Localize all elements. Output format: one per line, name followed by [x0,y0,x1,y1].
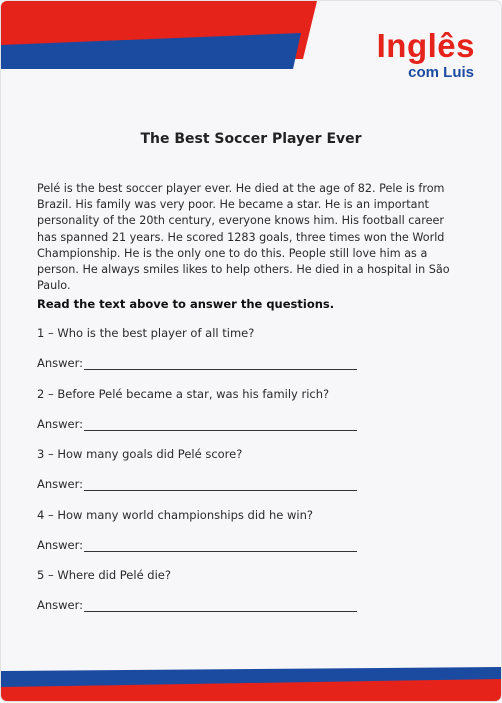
answer-label: Answer: [37,417,84,431]
answer-line[interactable] [84,358,357,370]
brand-logo [377,29,475,82]
answer-line[interactable] [84,540,357,552]
question-text: 3 – How many goals did Pelé score? [37,447,243,461]
question-block [37,326,477,370]
question-block [37,508,477,552]
question-text: 4 – How many world championships did he win? [37,508,314,522]
answer-line[interactable] [84,419,357,431]
question-text: 2 – Before Pelé became a star, was his family rich? [37,387,330,401]
answer-label: Answer: [37,477,84,491]
answer-field[interactable] [37,477,477,491]
brand-name: Inglês [376,27,475,64]
answer-label: Answer: [37,356,84,370]
question-text: 5 – Where did Pelé die? [37,568,171,582]
reading-passage: Pelé is the best soccer player ever. He died at the age of 82. Pele is from Brazil. His family was very poor. He became a star. He is an important personality of the 20th century, everyone knows him. His football career has spanned 21 years. He scored 1283 goals, three times won the World Championship. He is the only one to do this. People still love him as a person. He always smiles likes to help others. He died in a hospital in São Paulo. [37,182,450,293]
worksheet-title: The Best Soccer Player Ever [140,131,362,147]
question-text: 1 – Who is the best player of all time? [37,326,255,340]
instruction-text: Read the text above to answer the questions. [37,297,335,311]
worksheet-page [1,1,501,701]
question-block [37,387,477,431]
answer-field[interactable] [37,417,477,431]
answer-label: Answer: [37,538,84,552]
answer-line[interactable] [84,600,357,612]
question-block [37,568,477,612]
answer-field[interactable] [37,598,477,612]
brand-tagline: com Luis [408,64,474,81]
answer-label: Answer: [37,598,84,612]
answer-field[interactable] [37,538,477,552]
question-block [37,447,477,491]
answer-field[interactable] [37,356,477,370]
answer-line[interactable] [84,479,357,491]
footer-banner [1,667,501,701]
